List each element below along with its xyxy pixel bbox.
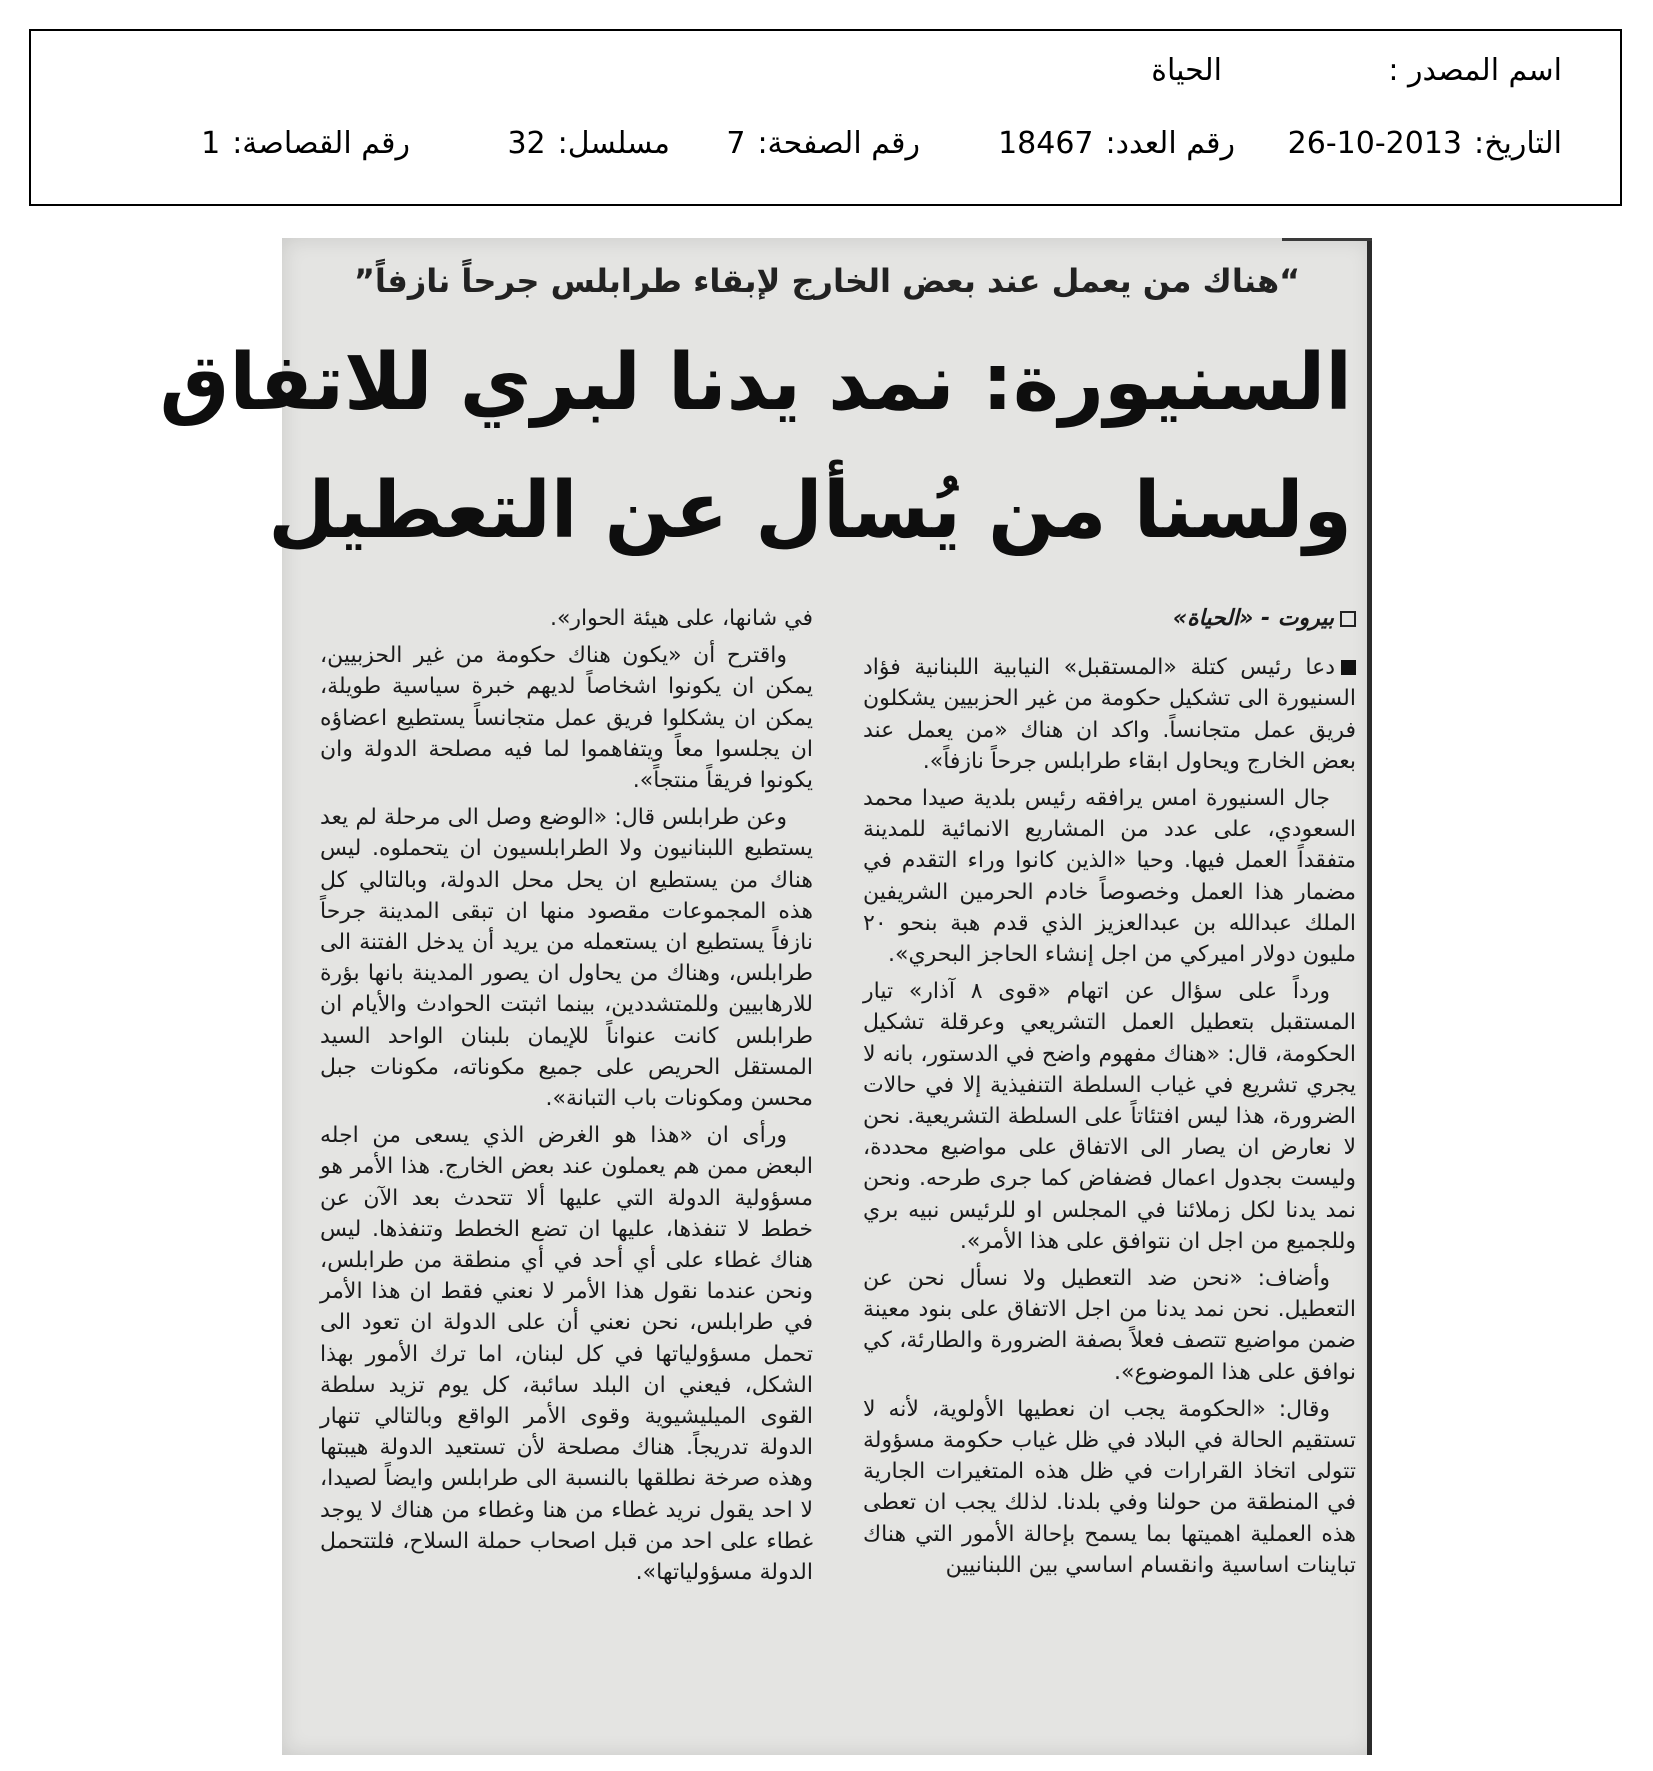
date-label: التاريخ: [1474, 126, 1562, 161]
source-label: اسم المصدر : [1388, 53, 1562, 88]
source-name: الحياة [1151, 53, 1222, 88]
bullet-square-icon [1341, 660, 1356, 675]
paragraph: في شانها، على هيئة الحوار». [549, 606, 813, 631]
paragraph: ورأى ان «هذا هو الغرض الذي يسعى من اجله البعض ممن هم يعملون عند بعض الخارج. هذا الأمر هو مسؤولية الدولة التي عليها ألا تتحدث بعد الآن عن خطط لا تنفذها، عليها ان تضع الخطط وتنفذها. ليس هناك غطاء على أي أحد في أي منطقة من طرابلس، ونحن عندما نقول هذا الأمر لا نعني فقط ان هذا الأمر في طرابلس، نحن نعني أن على الدولة ان تعود الى تحمل مسؤولياتها في كل لبنان، اما ترك الأمور بهذا الشكل، فيعني ان البلد سائبة، كل يوم تزيد سلطة القوى الميليشيوية وقوى الأمر الواقع وبالتالي تنهار الدولة تدريجاً. هناك مصلحة لأن تستعيد الدولة هيبتها وهذه صرخة نطلقها بالنسبة الى طرابلس وايضاً لصيدا، لا احد يقول نريد غطاء من هنا وغطاء من هناك لا يوجد غطاء على احد من قبل اصحاب حملة السلاح، فلتتحمل الدولة مسؤولياتها». [320, 1123, 813, 1586]
dateline-text: بيروت - «الحياة» [1172, 606, 1334, 631]
page-label: رقم الصفحة: [757, 126, 920, 161]
article-column-right [863, 603, 1356, 1738]
newspaper-clipping [159, 238, 1372, 1755]
serial-value: 32 [507, 126, 546, 161]
serial-field [507, 126, 670, 161]
column-rule [1367, 238, 1372, 1755]
serial-label: مسلسل: [557, 126, 670, 161]
date-field [1288, 126, 1562, 161]
page-value: 7 [726, 126, 746, 161]
paragraph: وأضاف: «نحن ضد التعطيل ولا نسأل نحن عن التعطيل. نحن نمد يدنا من اجل الاتفاق على بنود معينة ضمن مواضيع تتصف فعلاً بصفة الضرورة والطارئة، كي نوافق على هذا الموضوع». [863, 1266, 1356, 1385]
headline-line-1: السنيورة: نمد يدنا لبري للاتفاق [159, 338, 1352, 428]
metadata-header [29, 29, 1622, 206]
clip-value: 1 [201, 126, 221, 161]
clip-label: رقم القصاصة: [232, 126, 410, 161]
paragraph-text: دعا رئيس كتلة «المستقبل» النيابية اللبنانية فؤاد السنيورة الى تشكيل حكومة من غير الحزبيين يشكلون فريق عمل متجانساً. واكد ان هناك «من يعمل عند بعض الخارج ويحاول ابقاء طرابلس جرحاً نازفاً». [863, 655, 1356, 774]
square-marker-icon [1340, 611, 1356, 627]
paragraph: جال السنيورة امس يرافقه رئيس بلدية صيدا محمد السعودي، على عدد من المشاريع الانمائية للمدينة متفقداً العمل فيها. وحيا «الذين كانوا وراء التقدم في مضمار هذا العمل وخصوصاً خادم الحرمين الشريفين الملك عبدالله بن عبدالعزيز الذي قدم هبة بنحو ٢٠ مليون دولار اميركي من اجل إنشاء الحاجز البحري». [863, 786, 1356, 968]
issue-value: 18467 [998, 126, 1094, 161]
paragraph: وقال: «الحكومة يجب ان نعطيها الأولوية، لأنه لا تستقيم الحالة في البلاد في ظل غياب حكومة مسؤولة تتولى اتخاذ القرارات في ظل هذه المتغيرات الجارية في المنطقة من حولنا وفي بلدنا. لذلك يجب ان تعطى هذه العملية اهميتها بما يسمح بإحالة الأمور التي هناك تباينات اساسية وانقسام اساسي بين اللبنانيين [863, 1396, 1356, 1578]
page-field [726, 126, 920, 161]
paragraph [863, 652, 1356, 777]
clip-field [201, 126, 410, 161]
date-value: 2013-10-26 [1287, 126, 1463, 161]
dateline [863, 603, 1356, 634]
article-kicker: “هناك من يعمل عند بعض الخارج لإبقاء طرابلس جرحاً نازفاً” [353, 262, 1301, 300]
paragraph: وعن طرابلس قال: «الوضع وصل الى مرحلة لم يعد يستطيع اللبنانيون ولا الطرابلسيون ان يتحملوه. ليس هناك من يستطيع ان يحل محل الدولة، وبالتالي كل هذه المجموعات مقصود منها ان تبقى المدينة جرحاً نازفاً يستطيع ان يستعمله من يريد أن يدخل الفتنة الى طرابلس، وهناك من يحاول ان يصور المدينة بانها بؤرة للارهابيين وللمتشددين، بينما اثبتت الحوادث والأيام ان طرابلس كانت عنواناً للإيمان بلبنان الواحد السيد المستقل الحريص على جميع مكوناته، مكونات جبل محسن ومكونات باب التبانة». [320, 805, 813, 1112]
top-rule [1282, 238, 1372, 241]
paragraph: واقترح أن «يكون هناك حكومة من غير الحزبيين، يمكن ان يكونوا اشخاصاً لديهم خبرة سياسية طويلة، يمكن ان يشكلوا فريق عمل متجانساً يستطيع اعضاؤه ان يجلسوا معاً ويتفاهموا لما فيه مصلحة الدولة وان يكونوا فريقاً منتجاً». [320, 643, 813, 794]
paragraph: ورداً على سؤال عن اتهام «قوى ٨ آذار» تيار المستقبل بتعطيل العمل التشريعي وعرقلة تشكيل الحكومة، قال: «هناك مفهوم واضح في الدستور، بانه لا يجري تشريع في غياب السلطة التنفيذية إلا في حالات الضرورة، هذا ليس افتئاتاً على السلطة التشريعية. نحن لا نعارض ان يصار الى الاتفاق على مواضيع محددة، وليست بجدول اعمال فضفاض كما جرى طرحه. ونحن نمد يدنا لكل زملائنا في المجلس او للرئيس نبيه بري وللجميع من اجل ان نتوافق على هذا الأمر». [863, 979, 1356, 1254]
headline-line-2: ولسنا من يُسأل عن التعطيل [268, 466, 1352, 556]
issue-label: رقم العدد: [1105, 126, 1235, 161]
issue-field [998, 126, 1235, 161]
article-column-left [320, 603, 813, 1738]
